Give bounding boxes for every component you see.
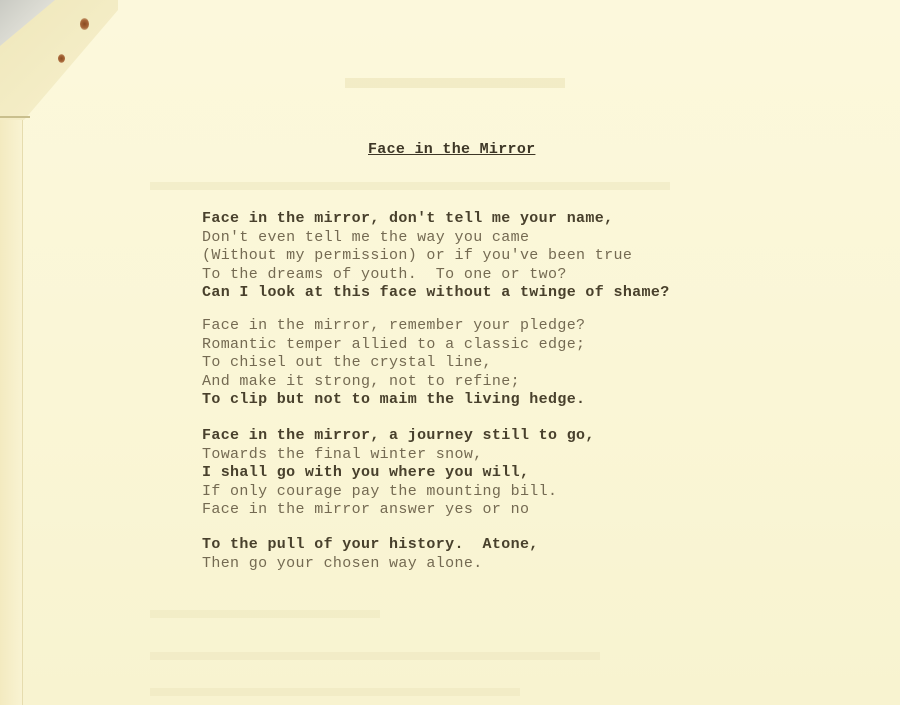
- poem-line: Don't even tell me the way you came: [202, 228, 530, 246]
- bleed-through: [345, 78, 565, 88]
- stanza-2: [202, 317, 585, 410]
- poem-line: To clip but not to maim the living hedge.: [202, 391, 586, 409]
- bleed-through: [150, 652, 600, 660]
- poem-line: I shall go with you where you will,: [202, 464, 530, 482]
- poem-line: And make it strong, not to refine;: [202, 372, 520, 390]
- stanza-1: [202, 210, 670, 303]
- poem-line: To the pull of your history. Atone,: [202, 536, 539, 553]
- poem-title: Face in the Mirror: [368, 141, 536, 158]
- poem-line: Can I look at this face without a twinge of shame?: [202, 284, 670, 302]
- poem-line: Face in the mirror, don't tell me your name,: [202, 210, 614, 227]
- poem-line: If only courage pay the mounting bill.: [202, 482, 558, 500]
- poem-line: (Without my permission) or if you've been true: [202, 247, 633, 265]
- rust-stain: [58, 54, 65, 63]
- poem-line: Towards the final winter snow,: [202, 445, 483, 463]
- rust-stain: [80, 18, 89, 30]
- poem-line: Face in the mirror answer yes or no: [202, 501, 530, 519]
- stanza-3: [202, 427, 595, 520]
- poem-line: Face in the mirror, a journey still to go,: [202, 427, 595, 444]
- page-edge: [0, 118, 23, 705]
- bleed-through: [150, 182, 670, 190]
- stanza-4: [202, 536, 539, 573]
- poem-line: Romantic temper allied to a classic edge;: [202, 335, 586, 353]
- poem-line: To the dreams of youth. To one or two?: [202, 265, 567, 283]
- bleed-through: [150, 688, 520, 696]
- poem-line: Then go your chosen way alone.: [202, 554, 483, 572]
- poem-line: To chisel out the crystal line,: [202, 354, 492, 372]
- fold-crease: [0, 116, 30, 118]
- bleed-through: [150, 610, 380, 618]
- poem-line: Face in the mirror, remember your pledge?: [202, 317, 586, 334]
